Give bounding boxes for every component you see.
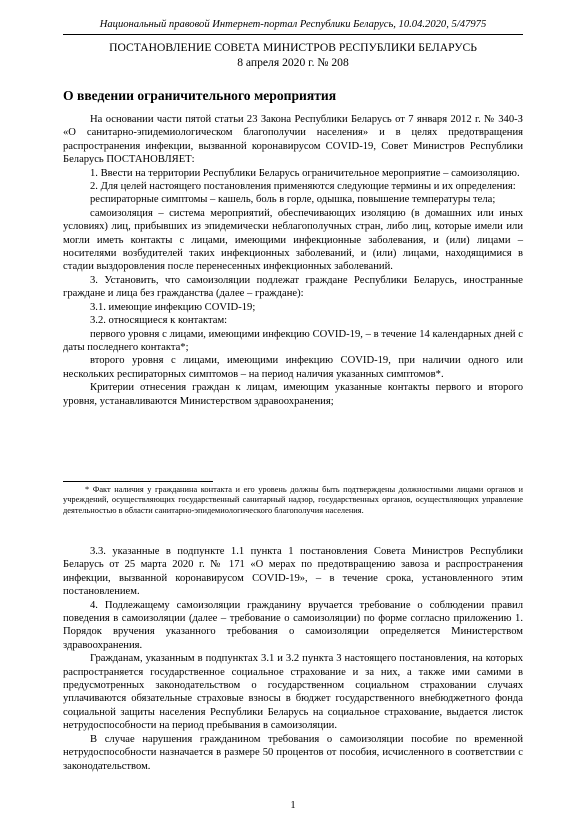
- footnote-divider: [63, 481, 213, 482]
- body-section-2: [63, 545, 523, 773]
- header-divider: [63, 34, 523, 35]
- page-number: 1: [290, 800, 296, 811]
- contact-second-level-paragraph: второго уровня с лицами, имеющими инфекцию COVID-19, при наличии одного или нескольких респираторных симптомов – на период наличия указанных симптомов*.: [63, 355, 523, 380]
- body-section-1: [63, 113, 523, 408]
- contact-criteria-paragraph: Критерии отнесения граждан к лицам, имеющим указанные контакты первого и второго уровня, устанавливаются Министерством здравоохранения;: [63, 382, 523, 407]
- document-type-title: ПОСТАНОВЛЕНИЕ СОВЕТА МИНИСТРОВ РЕСПУБЛИКИ БЕЛАРУСЬ: [109, 41, 477, 54]
- portal-header: Национальный правовой Интернет-портал Республики Беларусь, 10.04.2020, 5/47975: [99, 19, 487, 30]
- clause-3-2-paragraph: 3.2. относящиеся к контактам:: [90, 315, 228, 327]
- footnote-text: * Факт наличия у гражданина контакта и его уровень должны быть подтверждены должностными лицами органов и учреждений, осуществляющих государственный санитарный надзор, государственных органов, осуществляющих управление деятельностью в области санитарно-эпидемиологического благополучия населения.: [63, 485, 523, 515]
- clause-2-paragraph: 2. Для целей настоящего постановления применяются следующие термины и их определения:: [90, 181, 516, 193]
- document-heading: О введении ограничительного мероприятия: [63, 88, 337, 103]
- clause-3-paragraph: 3. Установить, что самоизоляции подлежат граждане Республики Беларусь, иностранные граждане и лица без гражданства (далее – граждане):: [63, 274, 523, 300]
- sick-leave-paragraph: Гражданам, указанным в подпунктах 3.1 и 3.2 пункта 3 настоящего постановления, на которых распространяется государственное социальное страхование и за них, а также ими самими в предусмотренных законодательством о государственном социальном страховании случаях уплачиваются обязательные страховые взносы в бюджет государственного внебюджетного фонда социальной защиты населения Республики Беларусь на социальное страхование, выдается листок нетрудоспособности на период пребывания в самоизоляции.: [63, 653, 523, 732]
- clause-3-1-paragraph: 3.1. имеющие инфекцию COVID-19;: [90, 301, 256, 313]
- violation-benefit-paragraph: В случае нарушения гражданином требования о самоизоляции пособие по временной нетрудоспособности назначается в размере 50 процентов от пособия, исчисленного в соответствии с законодательством.: [63, 733, 523, 772]
- document-date-number: 8 апреля 2020 г. № 208: [237, 56, 349, 69]
- preamble-paragraph: На основании части пятой статьи 23 Закона Республики Беларусь от 7 января 2012 г. № 340-З «О санитарно-эпидемиологическом благополучии населения» и в целях предотвращения распространения инфекции, вызванной коронавирусом COVID-19, Совет Министров Республики Беларусь ПОСТАНОВЛЯЕТ:: [63, 114, 523, 166]
- clause-1-paragraph: 1. Ввести на территории Республики Беларусь ограничительное мероприятие – самоизоляцию.: [90, 167, 520, 179]
- clause-3-3-paragraph: 3.3. указанные в подпункте 1.1 пункта 1 постановления Совета Министров Республики Беларусь от 25 марта 2020 г. № 171 «О мерах по предотвращению завоза и распространения инфекции, вызванной коронавирусом COVID-19», – в течение срока, установленного этим постановлением.: [63, 546, 523, 598]
- definition-respiratory-symptoms: респираторные симптомы – кашель, боль в горле, одышка, повышение температуры тела;: [90, 194, 496, 206]
- contact-first-level-paragraph: первого уровня с лицами, имеющими инфекцию COVID-19, – в течение 14 календарных дней с даты последнего контакта*;: [63, 328, 523, 353]
- clause-4-paragraph: 4. Подлежащему самоизоляции гражданину вручается требование о соблюдении правил поведения в самоизоляции (далее – требование о самоизоляции) по форме согласно приложению 1. Порядок вручения указанного требования о самоизоляции определяется Министерством здравоохранения.: [63, 599, 523, 651]
- definition-self-isolation: самоизоляция – система мероприятий, обеспечивающих изоляцию (в домашних или иных условиях) лиц, прибывших из эпидемически неблагополучных стран, либо лиц, которые имели или могли иметь контакты с лицами, имеющими инфекционные заболевания, и (или) лицами – носителями возбудителей таких инфекционных заболеваний, и (или) лицами, находящимися в стадии выздоровления после перенесенных инфекционных заболеваний.: [63, 207, 523, 273]
